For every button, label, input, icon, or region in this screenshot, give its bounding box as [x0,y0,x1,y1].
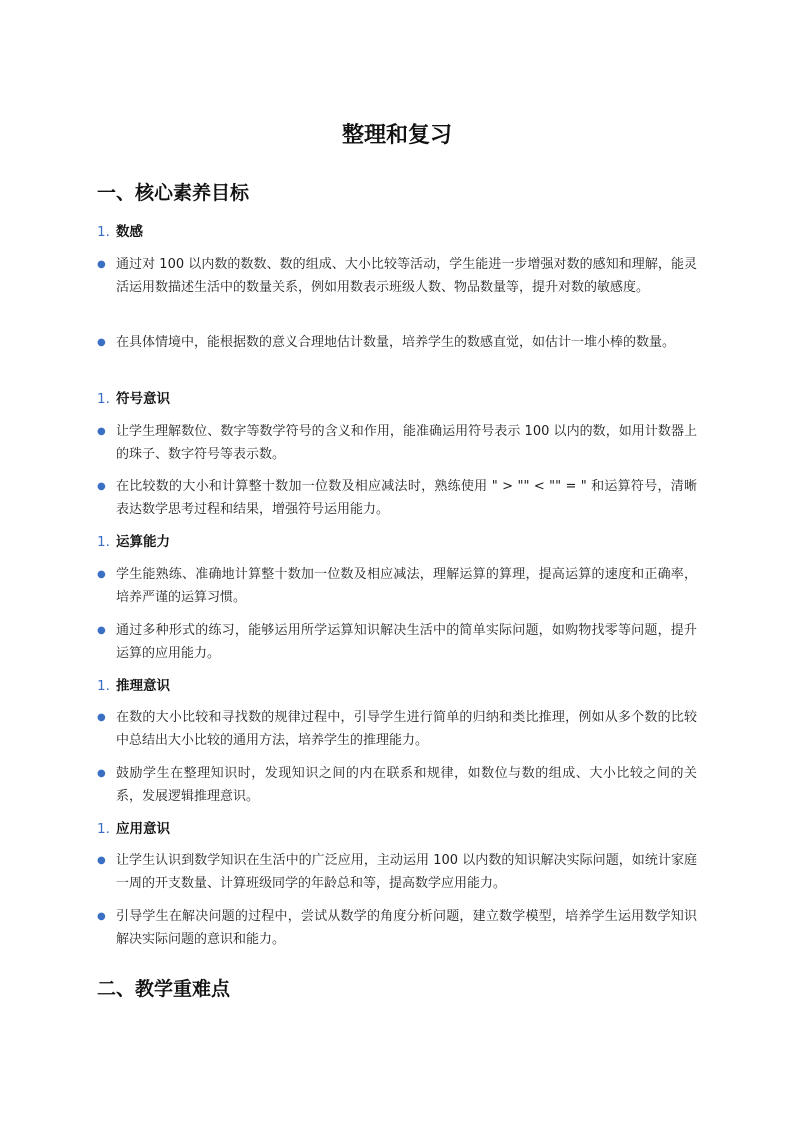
list-number: 1. [97,224,110,240]
bullet-dot-icon: ● [97,855,106,866]
bullet-dot-icon: ● [97,768,106,779]
bullet-text: 鼓励学生在整理知识时，发现知识之间的内在联系和规律，如数位与数的组成、大小比较之间的关系，发展逻辑推理意识。 [116,766,697,804]
bullet-dot-icon: ● [97,625,106,636]
numbered-item-symbol-sense [97,388,170,410]
bullet-text: 让学生理解数位、数字等数学符号的含义和作用，能准确运用符号表示 100 以内的数，如用计数器上的珠子、数字符号等表示数。 [116,424,697,462]
bullet-item [97,563,697,609]
bullet-item [97,475,697,521]
bullet-text: 在比较数的大小和计算整十数加一位数及相应减法时，熟练使用 " > "" < "" = " 和运算符号，清晰表达数学思考过程和结果，增强符号运用能力。 [116,479,697,517]
section-heading-key-points: 二、教学重难点 [97,978,231,1000]
numbered-item-reasoning [97,675,170,697]
item-label: 应用意识 [116,821,170,837]
bullet-dot-icon: ● [97,426,106,437]
bullet-dot-icon: ● [97,481,106,492]
bullet-item [97,849,697,895]
bullet-dot-icon: ● [97,712,106,723]
bullet-text: 让学生认识到数学知识在生活中的广泛应用，主动运用 100 以内数的知识解决实际问题，如统计家庭一周的开支数量、计算班级同学的年龄总和等，提高数学应用能力。 [116,853,697,891]
bullet-item [97,420,697,466]
numbered-item-application [97,818,170,840]
bullet-item [97,905,697,951]
numbered-item-computation [97,531,170,553]
list-number: 1. [97,678,110,694]
item-label: 运算能力 [116,534,170,550]
bullet-text: 通过多种形式的练习，能够运用所学运算知识解决生活中的简单实际问题，如购物找零等问题，提升运算的应用能力。 [116,623,697,661]
bullet-dot-icon: ● [97,259,106,270]
bullet-item [97,331,697,354]
item-label: 推理意识 [116,678,170,694]
bullet-text: 在数的大小比较和寻找数的规律过程中，引导学生进行简单的归纳和类比推理，例如从多个数的比较中总结出大小比较的通用方法，培养学生的推理能力。 [116,710,697,748]
bullet-item [97,762,697,808]
bullet-item [97,619,697,665]
section-heading-goals: 一、核心素养目标 [97,182,250,204]
bullet-dot-icon: ● [97,337,106,348]
item-label: 符号意识 [116,391,170,407]
bullet-dot-icon: ● [97,911,106,922]
item-label: 数感 [116,224,143,240]
bullet-text: 引导学生在解决问题的过程中，尝试从数学的角度分析问题，建立数学模型，培养学生运用数学知识解决实际问题的意识和能力。 [116,909,697,947]
list-number: 1. [97,391,110,407]
bullet-item [97,253,697,299]
page-title: 整理和复习 [341,123,452,148]
bullet-dot-icon: ● [97,569,106,580]
bullet-text: 在具体情境中，能根据数的意义合理地估计数量，培养学生的数感直觉，如估计一堆小棒的数量。 [116,335,676,350]
bullet-text: 学生能熟练、准确地计算整十数加一位数及相应减法，理解运算的算理，提高运算的速度和正确率，培养严谨的运算习惯。 [116,567,697,605]
list-number: 1. [97,821,110,837]
list-number: 1. [97,534,110,550]
numbered-item-number-sense [97,221,143,243]
bullet-text: 通过对 100 以内数的数数、数的组成、大小比较等活动，学生能进一步增强对数的感知和理解，能灵活运用数描述生活中的数量关系，例如用数表示班级人数、物品数量等，提升对数的敏感度。 [116,257,697,295]
bullet-item [97,706,697,752]
